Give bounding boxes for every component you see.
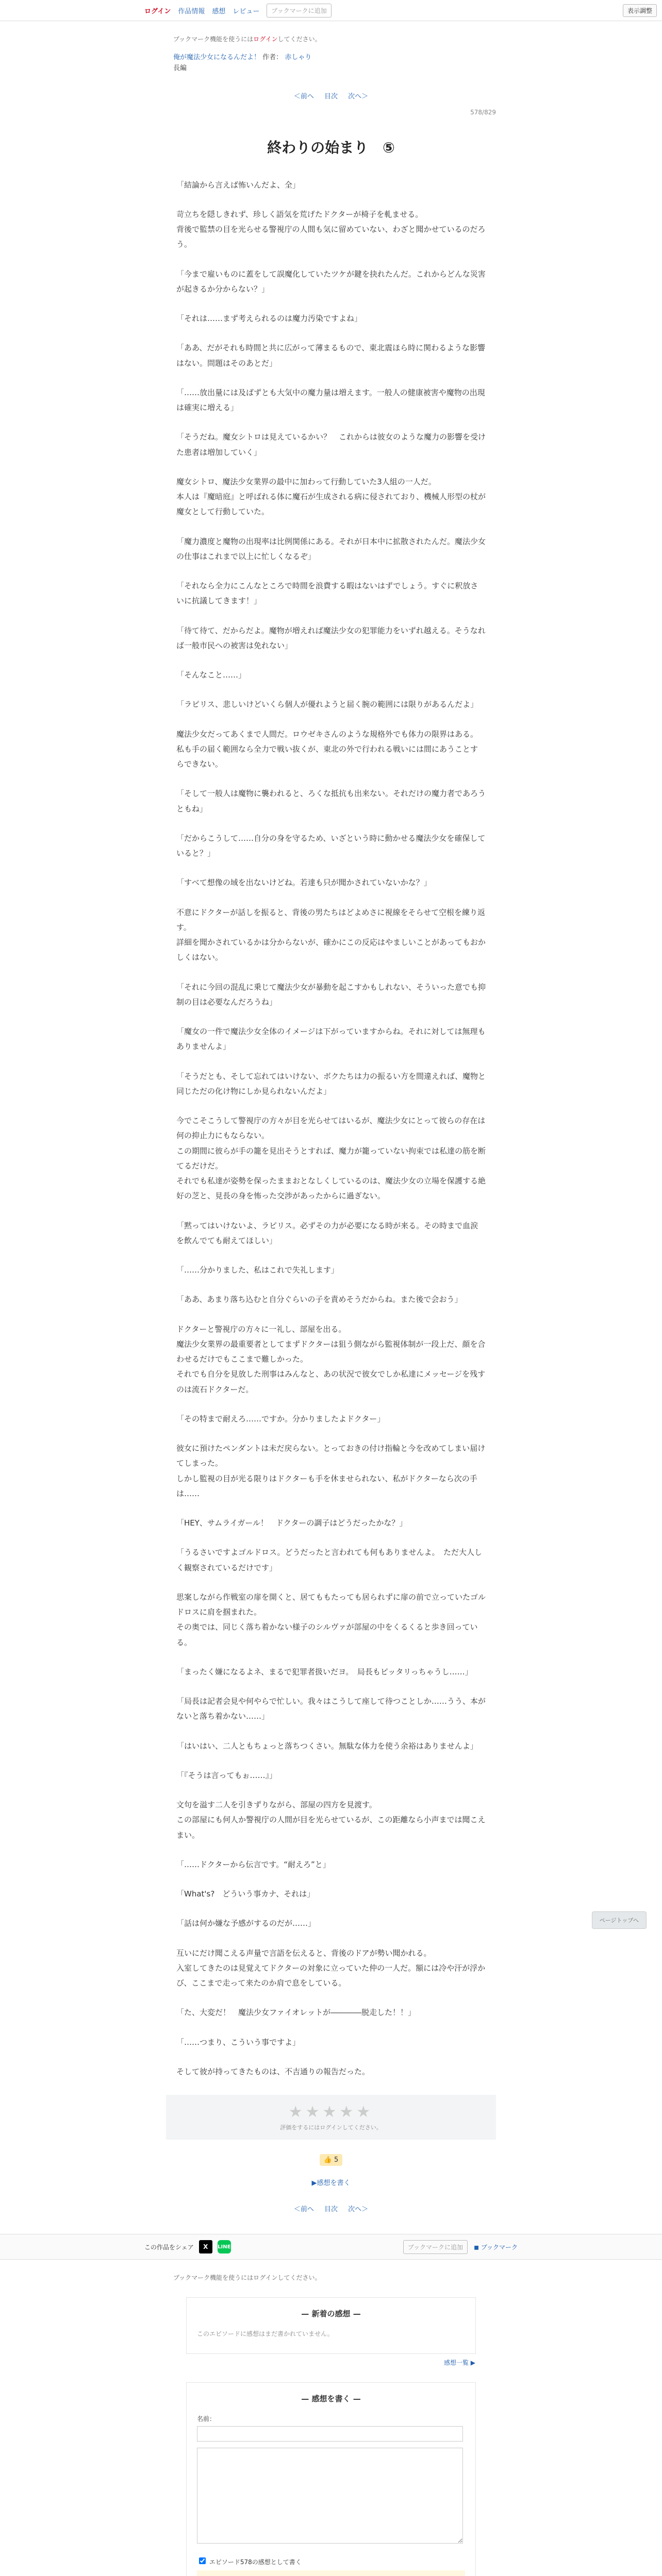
- share-label: この作品をシェア: [144, 2243, 194, 2251]
- no-reviews-text: このエピソードに感想はまだ書かれていません。: [197, 2330, 334, 2338]
- review-textarea[interactable]: [197, 2448, 463, 2544]
- novel-paragraph: 「……分かりました、私はこれで失礼します」: [176, 1265, 339, 1275]
- episode-checkbox-row: エピソード578の感想として書く: [197, 2556, 465, 2566]
- novel-paragraph: 「HEY、サムライガール！ ドクターの調子はどうだったかな？」: [176, 1518, 407, 1528]
- toc-link-bottom[interactable]: 目次: [324, 2206, 338, 2214]
- next-link-bottom[interactable]: 次へ＞: [348, 2206, 369, 2214]
- series-info: 俺が魔法少女になるんだよ！ 作者： 赤しゃり 長編: [173, 54, 312, 72]
- novel-paragraph: 「……放出量には及ばずとも大気中の魔力量は増えます。一般人の健康被害や魔物の出現は確実に増える」: [176, 387, 485, 413]
- thumbs-up-icon: 👍: [323, 2156, 332, 2164]
- review-list-link: 感想一覧 ▶: [443, 2359, 475, 2367]
- name-label: 名前：: [197, 2415, 216, 2423]
- bookmark-login-notice: ブックマーク機能を使うにはログインしてください。: [173, 36, 321, 43]
- novel-body: [166, 178, 496, 2080]
- nav-item-reviews[interactable]: 感想: [212, 7, 226, 15]
- novel-paragraph: 「た、大変だ！ 魔法少女ファイオレットが――――脱走した！！」: [176, 2008, 416, 2018]
- author-link[interactable]: 赤しゃり: [285, 54, 312, 61]
- novel-paragraph: ドクターと警視庁の方々に一礼し、部屋を出る。 魔法少女業界の最重要者としてまずドクターは狙う側ながら監視体制が一段上だ、顔を合わせるだけでもここまで難しかった。 それでも自分を見放した刑事はみんなと、あの状況で彼女でしか私達にメッセージを残すのは流石ドクターだ。: [176, 1324, 486, 1394]
- novel-paragraph: 「それは……まず考えられるのは魔力汚染ですよね」: [176, 314, 362, 324]
- novel-paragraph: 互いにだけ聞こえる声量で言語を伝えると、背後のドアが勢い聞かれる。 入室してきたのは見覚えてドクターの対象に立っていた仲の一人だ。額には冷や汗が浮かび、ここまで走って来たのか肩で息をしている。: [176, 1948, 486, 1988]
- novel-paragraph: 「待て待て、だからだよ。魔物が増えれば魔法少女の犯罪能力をいずれ越える。そうなれば一般市民への被害は免れない」: [176, 625, 486, 650]
- toc-link[interactable]: 目次: [324, 92, 338, 100]
- novel-paragraph: 「黙ってはいけないよ、ラピリス。必ずその力が必要になる時が来る。その時まで血涙を飲んでても耐えてほしい」: [176, 1221, 478, 1245]
- page-top-button[interactable]: ページトップへ: [592, 1911, 647, 1929]
- novel-paragraph: 「局長は記者会見や何やらで忙しい。我々はこうして座して待つことしか……うう、本がないと落ち着かない……」: [176, 1697, 486, 1721]
- novel-paragraph: 魔法少女だってあくまで人間だ。ロウゼキさんのような規格外でも体力の限界はある。 私も手の届く範囲なら全力で戦い抜くが、東北の外で行われる戦いには間にあうことすらできない。: [176, 729, 478, 769]
- recent-reviews-panel: [186, 2297, 476, 2354]
- novel-paragraph: 「そうだね。魔女シトロは見えているかい？ これからは彼女のような魔力の影響を受けた患者は増加していく」: [176, 432, 486, 457]
- novel-paragraph: 「……つまり、こういう事ですよ」: [176, 2037, 301, 2047]
- novel-paragraph: 思案しながら作戦室の扉を開くと、居てももたっても居られずに扉の前で立っていたゴルドロスに肩を掴まれた。 その奥では、同じく落ち着かない様子のシルヴァが部屋の中をくるくると歩き回っている。: [176, 1592, 486, 1647]
- prev-link-bottom[interactable]: ＜前へ: [293, 2206, 314, 2214]
- name-input[interactable]: [197, 2426, 463, 2442]
- novel-paragraph: 「結論から言えば怖いんだよ、全」: [176, 180, 301, 190]
- write-review-link[interactable]: ▶感想を書く: [311, 2179, 351, 2188]
- novel-paragraph: 「そして一般人は魔物に襲われると、ろくな抵抗も出来ない。それだけの魔力者であろうともね」: [176, 789, 486, 814]
- novel-paragraph: 「それなら全力にこんなところで時間を浪費する暇はないはずでしょう。すぐに釈放さいに抗議してきます！」: [176, 581, 478, 606]
- prev-link[interactable]: ＜前へ: [293, 92, 314, 100]
- bookmark-add-button-bottom[interactable]: ブックマークに追加: [403, 2240, 468, 2254]
- novel-paragraph: 今でこそこうして警視庁の方々が目を光らせてはいるが、魔法少女にとって彼らの存在は何の抑止力にもならない。 この期間に彼らが手の籠を見出そうとすれば、魔力が籠っていない拘束では私達の筋を断てるだけだ。 それでも私達が姿勢を保ったままおとなしくしているのは、魔法少女の立場を保護する絶好の芝と、見長の身を怖った交渉があったからに過ぎない。: [176, 1116, 486, 1201]
- novel-paragraph: 文句を溢す二人を引きずりながら、部屋の四方を見渡す。 この部屋にも何人か警視庁の人間が目を光らせているが、この距離なら小声までは聞こえまい。: [176, 1800, 486, 1840]
- episode-checkbox[interactable]: [199, 2557, 206, 2564]
- novel-paragraph: 「まったく嫌になるよネ、まるで犯罪者扱いだヨ。 局長もピッタリっちゃうし……」: [176, 1667, 473, 1676]
- pager-bottom: [166, 2204, 496, 2213]
- like-area: [166, 2154, 496, 2166]
- display-settings-button[interactable]: 表示調整: [623, 4, 657, 17]
- novel-paragraph: 不意にドクターが話しを振ると、背後の男たちはどよめさに視線をそらせて空根を練り返す。 詳細を聞かされているかは分からないが、確かにこの反応はやましいことがあってもおかしくはない。: [176, 907, 486, 962]
- episode-number: 578/829: [470, 108, 496, 116]
- like-count: 5: [334, 2156, 339, 2164]
- pager-top: [166, 91, 496, 100]
- bookmark-add-button[interactable]: ブックマークに追加: [267, 4, 331, 18]
- episode-title: 終わりの始まり ⑤: [267, 139, 395, 156]
- novel-paragraph: 「それに今回の混乱に乗じて魔法少女が暴動を起こすかもしれない、そういった意でも抑制の目は必要なんだろうね」: [176, 982, 486, 1007]
- novel-paragraph: 「ラピリス、悲しいけどいくら個人が優れようと届く腕の範囲には限りがあるんだよ」: [176, 700, 478, 709]
- novel-paragraph: 「だからこうして……自分の身を守るため、いざという時に動かせる魔法少女を確保していると？」: [176, 833, 486, 858]
- novel-paragraph: 「うるさいですよゴルドロス。どうだったと言われても何もありませんよ。 ただ大人しく観察されているだけです」: [176, 1548, 482, 1572]
- form-info: [197, 2570, 465, 2576]
- novel-paragraph: 「話は何か嫌な予感がするのだが……」: [176, 1919, 316, 1928]
- bookmark-login-notice-bottom: ブックマーク機能を使うにはログインしてください。: [173, 2274, 321, 2282]
- novel-paragraph: 「そうだとも、そして忘れてはいけない、ボクたちは力の振るい方を間違えれば、魔物と同じただの化け物にしか見られないんだよ」: [176, 1071, 486, 1096]
- nav-links: [144, 4, 332, 18]
- novel-paragraph: 「ああ、だがそれも時間と共に広がって薄まるもので、東北震ほら時に関わるような影響はない。問題はそのあとだ」: [176, 343, 486, 368]
- novel-paragraph: 「What's? どういう事カナ、それは」: [176, 1889, 315, 1899]
- novel-paragraph: 「はいはい、二人ともちょっと落ちつくさい。無駄な体力を使う余裕はありませんよ」: [176, 1741, 478, 1751]
- novel-paragraph: 「今まで雇いものに蓋をして誤魔化していたツケが鍵を抉れたんだ。これからどんな災害が起きるか分からない？」: [176, 269, 486, 294]
- nav-item-work-info[interactable]: 作品情報: [178, 7, 205, 15]
- share-bar: [0, 2234, 662, 2260]
- rating-box: [166, 2095, 496, 2140]
- novel-paragraph: 「『そうは言ってもぉ……』」: [176, 1770, 277, 1780]
- novel-paragraph: 「その特まで耐えろ……ですか。分かりましたよドクター」: [176, 1414, 385, 1423]
- novel-paragraph: 「……ドクターから伝言です。“耐えろ”と」: [176, 1859, 330, 1869]
- top-nav-bar: [0, 0, 662, 21]
- novel-paragraph: 「そんなこと……」: [176, 670, 246, 680]
- series-title-link[interactable]: 俺が魔法少女になるんだよ！: [173, 54, 261, 61]
- series-type: 長編: [173, 64, 187, 72]
- novel-paragraph: 「魔力濃度と魔物の出現率は比例関係にある。それが日本中に拡散されたんだ。魔法少女の仕事はこれまで以上に忙しくなるぞ」: [176, 536, 486, 561]
- novel-paragraph: 「魔女の一件で魔法少女全体のイメージは下がっていますからね。それに対しては無理もありませんよ」: [176, 1027, 486, 1052]
- x-share-icon[interactable]: X: [199, 2240, 212, 2253]
- login-link-inline[interactable]: ログイン: [253, 36, 278, 43]
- review-form-title: — 感想を書く —: [301, 2394, 361, 2404]
- login-link[interactable]: ログイン: [144, 7, 171, 15]
- novel-paragraph: 「すべて想像の域を出ないけどね。若達も只が聞かされていないかな？」: [176, 878, 432, 888]
- nav-item-recommendations[interactable]: レビュー: [233, 7, 260, 15]
- review-form: [186, 2382, 476, 2576]
- rating-stars[interactable]: ★★★★★: [288, 2103, 374, 2122]
- next-link[interactable]: 次へ＞: [348, 92, 369, 100]
- recent-reviews-title: — 新着の感想 —: [301, 2309, 361, 2319]
- line-share-icon[interactable]: LINE: [218, 2240, 231, 2253]
- novel-paragraph: 魔女シトロ、魔法少女業界の最中に加わって行動していた3人組の一人だ。 本人は『魔暗庭』と呼ばれる体に魔石が生成される病に侵されており、機械人形型の杖が魔女として行動していた。: [176, 477, 486, 517]
- like-button[interactable]: [320, 2154, 343, 2166]
- rating-message: 評価をするにはログインしてください。: [280, 2124, 382, 2131]
- novel-paragraph: 彼女に預けたペンダントは未だ戻らない。とっておきの付け指輪と今を改めてしまい届けてしまった。 しかし監視の目が光る限りはドクターも手を休ませられない、私がドクターなら次の手は……: [176, 1444, 486, 1498]
- novel-paragraph: 苛立ちを隠しきれず、珍しく語気を荒げたドクターが椅子を軋ませる。 背後で監禁の目を光らせる警視庁の人間も気に留めていない、わざと聞かせているのだろう。: [176, 209, 486, 249]
- bookmark-link[interactable]: ◼ ブックマーク: [474, 2243, 518, 2251]
- novel-paragraph: そして彼が持ってきたものは、不吉通りの報告だった。: [176, 2066, 370, 2076]
- novel-paragraph: 「ああ、あまり落ち込むと自分ぐらいの子を責めそうだからね。また後で会おう」: [176, 1295, 462, 1304]
